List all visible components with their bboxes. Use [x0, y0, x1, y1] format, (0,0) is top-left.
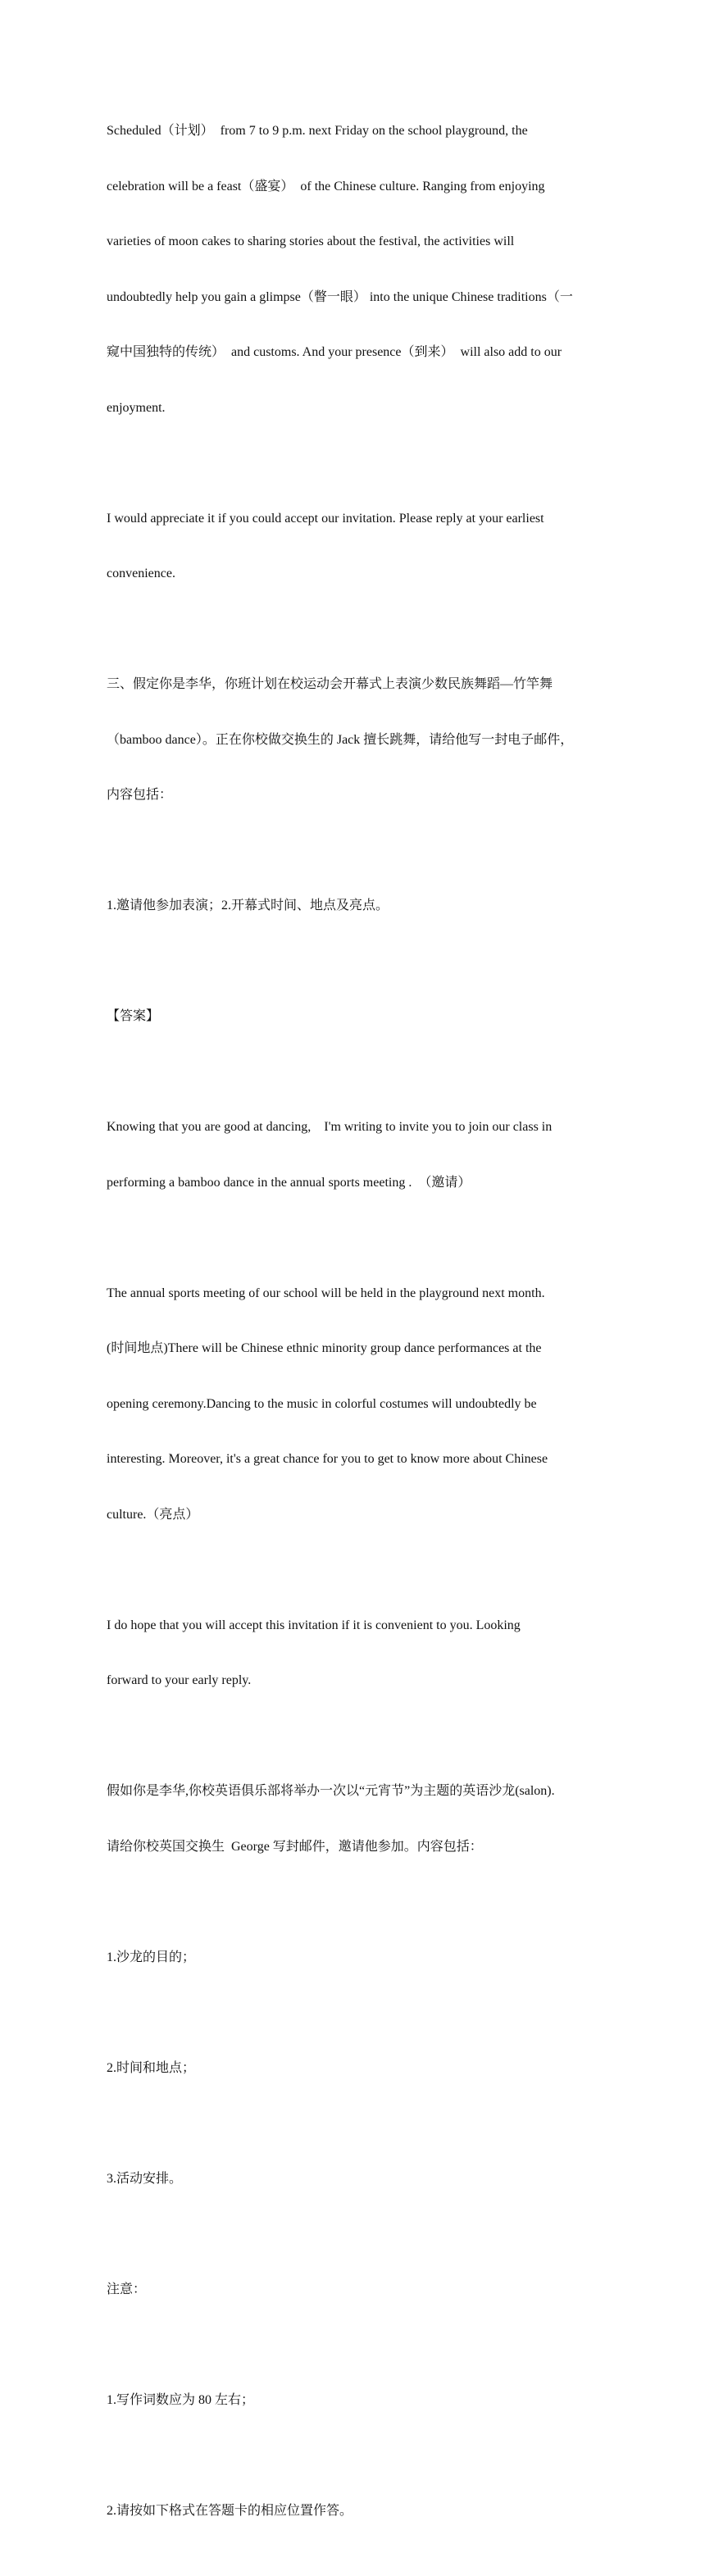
- text-line: enjoyment.: [107, 400, 166, 415]
- text-line: 请给你校英国交换生 George 写封邮件，邀请他参加。内容包括：: [107, 1839, 483, 1854]
- text-line: forward to your early reply.: [107, 1673, 252, 1687]
- text-line: I would appreciate it if you could accept our invitation. Please reply at your earliest: [107, 511, 544, 526]
- text-line: 内容包括：: [107, 788, 173, 802]
- paragraph-answer-closing: [107, 1580, 602, 1727]
- text-line: varieties of moon cakes to sharing stories about the festival, the activities will: [107, 234, 515, 248]
- text-line: 2.时间和地点；: [107, 2060, 196, 2075]
- list-item-salon-purpose: [107, 1912, 602, 2005]
- text-line: convenience.: [107, 567, 175, 580]
- notes-heading: [107, 2244, 602, 2337]
- text-line: 1.邀请他参加表演；2.开幕式时间、地点及亮点。: [107, 899, 389, 913]
- paragraph-answer-invitation: [107, 1081, 602, 1229]
- paragraph-closing-request: [107, 473, 602, 621]
- note-word-count: [107, 2355, 602, 2447]
- text-line: (时间地点)There will be Chinese ethnic minority group dance performances at the: [107, 1341, 542, 1355]
- text-line: 1.沙龙的目的；: [107, 1950, 196, 1964]
- list-item-salon-time-place: [107, 2023, 602, 2115]
- text-line: undoubtedly help you gain a glimpse（瞥一眼） into the unique Chinese traditions（一: [107, 289, 573, 304]
- answer-heading: [107, 971, 602, 1063]
- text-line: 假如你是李华,你校英语俱乐部将举办一次以“元宵节”为主题的英语沙龙(salon).: [107, 1784, 555, 1798]
- text-line: 注意：: [107, 2282, 147, 2296]
- text-line: 三、假定你是李华，你班计划在校运动会开幕式上表演少数民族舞蹈—竹竿舞: [107, 677, 553, 691]
- text-line: celebration will be a feast（盛宴） of the Chinese culture. Ranging from enjoying: [107, 179, 545, 193]
- text-line: 窥中国独特的传统） and customs. And your presence（到来） will also add to our: [107, 345, 562, 359]
- text-line: I do hope that you will accept this invitation if it is convenient to you. Looking: [107, 1618, 521, 1632]
- document-page: [107, 85, 602, 2576]
- paragraph-task-three-points: [107, 860, 602, 953]
- paragraph-salon-prompt: [107, 1745, 602, 1893]
- text-line: 1.写作词数应为 80 左右；: [107, 2392, 255, 2407]
- text-line: 【答案】: [107, 1009, 160, 1023]
- paragraph-answer-details: [107, 1248, 602, 1562]
- paragraph-invitation-details: [107, 85, 602, 454]
- text-line: Scheduled（计划） from 7 to 9 p.m. next Friday on the school playground, the: [107, 124, 528, 138]
- paragraph-task-three-prompt: [107, 639, 602, 842]
- text-line: opening ceremony.Dancing to the music in colorful costumes will undoubtedly be: [107, 1396, 537, 1411]
- text-line: Knowing that you are good at dancing, I'm writing to invite you to join our class in: [107, 1120, 553, 1134]
- text-line: 2.请按如下格式在答题卡的相应位置作答。: [107, 2503, 353, 2518]
- list-item-salon-activities: [107, 2133, 602, 2226]
- text-line: The annual sports meeting of our school will be held in the playground next month.: [107, 1286, 545, 1300]
- text-line: performing a bamboo dance in the annual sports meeting . （邀请）: [107, 1175, 471, 1190]
- text-line: （bamboo dance）。正在你校做交换生的 Jack 擅长跳舞，请给他写一封电子邮件，: [107, 732, 574, 747]
- note-answer-format: [107, 2465, 602, 2558]
- text-line: interesting. Moreover, it's a great chance for you to get to know more about Chinese: [107, 1452, 548, 1466]
- text-line: culture.（亮点）: [107, 1507, 199, 1522]
- text-line: 3.活动安排。: [107, 2171, 183, 2186]
